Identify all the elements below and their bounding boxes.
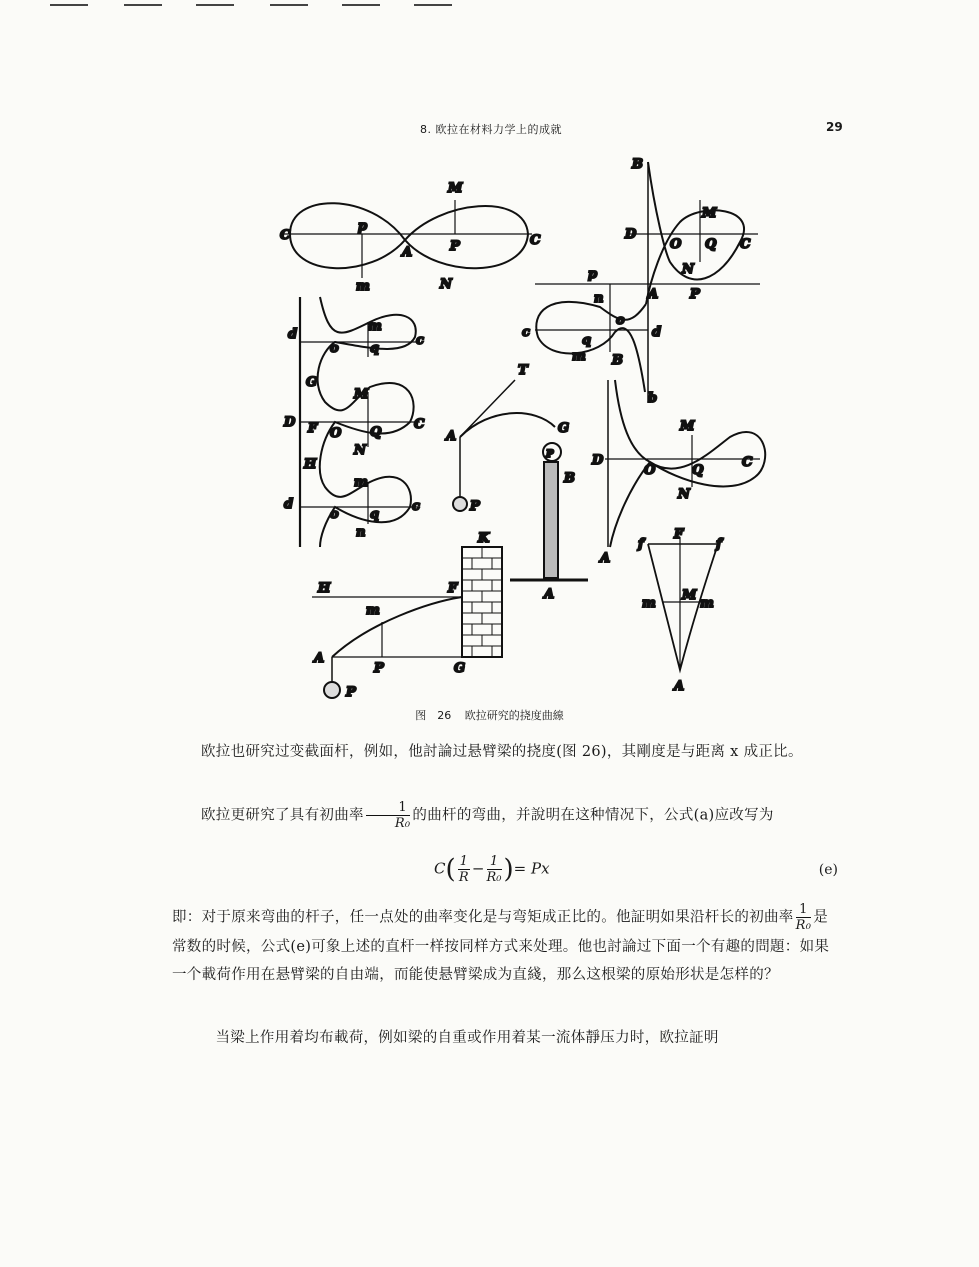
caption-text: 欧拉研究的挠度曲線 — [464, 709, 564, 722]
eq-lhs: C — [434, 859, 446, 878]
fig-label: H — [318, 581, 331, 596]
eq-minus: − — [471, 859, 485, 878]
paragraph-4: 当梁上作用着均布載荷，例如梁的自重或作用着某一流体靜压力时，欧拉証明 — [215, 1030, 719, 1046]
fig-label: b — [648, 391, 658, 406]
eq-rhs: = Px — [513, 859, 550, 878]
fig-label: M — [680, 419, 695, 434]
fig-label: M — [448, 181, 463, 196]
eq-frac-1 — [458, 854, 470, 885]
fig-label: m — [356, 279, 370, 294]
fig-label: M — [682, 588, 697, 603]
fig-label: A — [600, 551, 611, 566]
page-number: 29 — [826, 120, 843, 134]
eq-frac-1-num: 1 — [459, 854, 468, 869]
fig-label: f — [638, 537, 644, 552]
fig-label: P — [690, 287, 700, 302]
fig-label: N — [354, 443, 366, 458]
paragraph-2-part-a: 欧拉更研究了具有初曲率 — [201, 807, 364, 824]
fig-label: P — [450, 239, 460, 254]
fig-label: m — [354, 475, 368, 490]
fig-label: F — [448, 581, 458, 596]
fig-label: P — [374, 661, 384, 676]
fig-label: N — [440, 277, 452, 292]
eq-frac-1-den: R — [458, 870, 469, 885]
fig-label: P — [470, 499, 480, 514]
caption-number: 图 26 — [415, 709, 452, 722]
fig-label: C — [742, 455, 753, 470]
figure-post — [510, 443, 588, 580]
paragraph-3 — [172, 902, 838, 989]
paragraph-1: 欧拉也研究过变截面杆，例如，他討論过悬臂梁的挠度(图 26)，其剛度是与距离 x 成正比。 — [201, 744, 803, 760]
equation-e — [172, 852, 838, 892]
fig-label: N — [682, 262, 694, 277]
fig-label: m — [366, 603, 380, 618]
fig-label: m — [642, 596, 656, 611]
fig-label: A — [314, 651, 325, 666]
fig-label: m — [700, 596, 714, 611]
fig-label: C — [530, 233, 541, 248]
fig-label: m — [572, 349, 586, 364]
fig-label: O — [670, 237, 682, 252]
fig-label: Q — [692, 463, 704, 478]
equation-tag: (e) — [818, 862, 838, 878]
fig-label: P — [546, 449, 554, 460]
deflection-curves-diagram — [270, 152, 790, 702]
eq-frac-2-num: 1 — [487, 854, 502, 870]
fig-label: q — [370, 341, 380, 356]
fig-label: O — [644, 463, 656, 478]
fig-label: G — [454, 661, 466, 676]
figure-26 — [270, 152, 790, 702]
fig-label: q — [582, 333, 592, 348]
fig-label: A — [402, 245, 413, 260]
fig-label: N — [678, 487, 690, 502]
fig-label: G — [558, 421, 570, 436]
fig-label: C — [280, 228, 291, 243]
paragraph-2 — [172, 800, 838, 831]
fig-label: M — [354, 387, 369, 402]
fig-label: B — [564, 471, 575, 486]
paragraph-3-part-b: 是常数的时候，公式(e)可象上述的直杆一样按同样方式来处理。他也討論过下面一个有趣的問題：如果一个載荷作用在悬臂梁的自由端，而能使悬臂梁成为直綫，那么这根梁的原始形状是怎样的？ — [172, 909, 830, 983]
fig-label: G — [306, 375, 318, 390]
paragraph-2-part-b: 的曲杆的弯曲，并說明在这种情况下，公式(a)应改写为 — [412, 807, 774, 824]
fig-label: c — [522, 325, 530, 340]
fig-label: A — [544, 587, 555, 602]
fig-label: Q — [370, 425, 382, 440]
frac-numerator: 1 — [366, 800, 411, 816]
fig-label: B — [612, 353, 623, 368]
fig-label: P — [346, 685, 356, 700]
fig-label: A — [674, 679, 685, 694]
figure-top-right — [535, 162, 760, 402]
fig-label: F — [308, 421, 318, 436]
fig-label: p — [358, 219, 368, 234]
fig-label: q — [370, 507, 380, 522]
initial-curvature-fraction — [366, 800, 411, 831]
fig-label: c — [412, 499, 420, 514]
figure-caption — [0, 707, 979, 723]
top-edge-marks — [0, 0, 979, 10]
fig-label: T — [518, 363, 528, 378]
fig-label: Q — [705, 237, 717, 252]
fig-label: o — [330, 507, 339, 522]
fig-label: d — [652, 325, 662, 340]
frac-denominator: R₀ — [394, 816, 411, 831]
fig-label: F — [674, 527, 684, 542]
figure-cantilever — [312, 597, 462, 698]
fig-label: M — [702, 206, 717, 221]
initial-curvature-fraction-2 — [796, 902, 812, 933]
fig-label: o — [616, 313, 625, 328]
eq-frac-2 — [487, 854, 502, 885]
fig-label: c — [416, 333, 424, 348]
fig-label: D — [284, 415, 296, 430]
fig-label: n — [356, 525, 366, 540]
fig-label: f — [716, 537, 722, 552]
paragraph-3-part-a: 即：对于原来弯曲的杆子，任一点处的曲率变化是与弯矩成正比的。他証明如果沿杆长的初曲率 — [172, 909, 794, 926]
fig-label: n — [594, 291, 604, 306]
fig-label: C — [414, 417, 425, 432]
fig-label: B — [632, 157, 643, 172]
fig-label: p — [588, 267, 598, 282]
fig-label: C — [740, 237, 751, 252]
fig-label: H — [304, 457, 317, 472]
figure-middle-beam — [453, 380, 555, 511]
fig-label: m — [368, 319, 382, 334]
fig-label: A — [446, 429, 457, 444]
fig-label: K — [478, 531, 490, 546]
running-title: 8. 欧拉在材料力学上的成就 — [420, 123, 562, 136]
figure-eight-top — [282, 200, 532, 278]
brick-wall — [462, 547, 502, 657]
frac2-numerator: 1 — [796, 902, 812, 918]
fig-label: O — [330, 426, 342, 441]
fig-label: D — [592, 453, 604, 468]
fig-label: A — [648, 287, 659, 302]
running-header — [0, 118, 979, 138]
figure-left-column — [300, 297, 420, 547]
fig-label: d — [288, 327, 298, 342]
fig-label: d — [284, 497, 294, 512]
frac2-denominator: R₀ — [795, 918, 812, 933]
equation-formula: C( $\frac{1}{R}$ − $\frac{1}{\text{R₀}}$ )= Px — [434, 854, 550, 885]
fig-label: D — [625, 227, 637, 242]
fig-label: o — [330, 341, 339, 356]
eq-frac-2-den: R₀ — [486, 870, 502, 885]
